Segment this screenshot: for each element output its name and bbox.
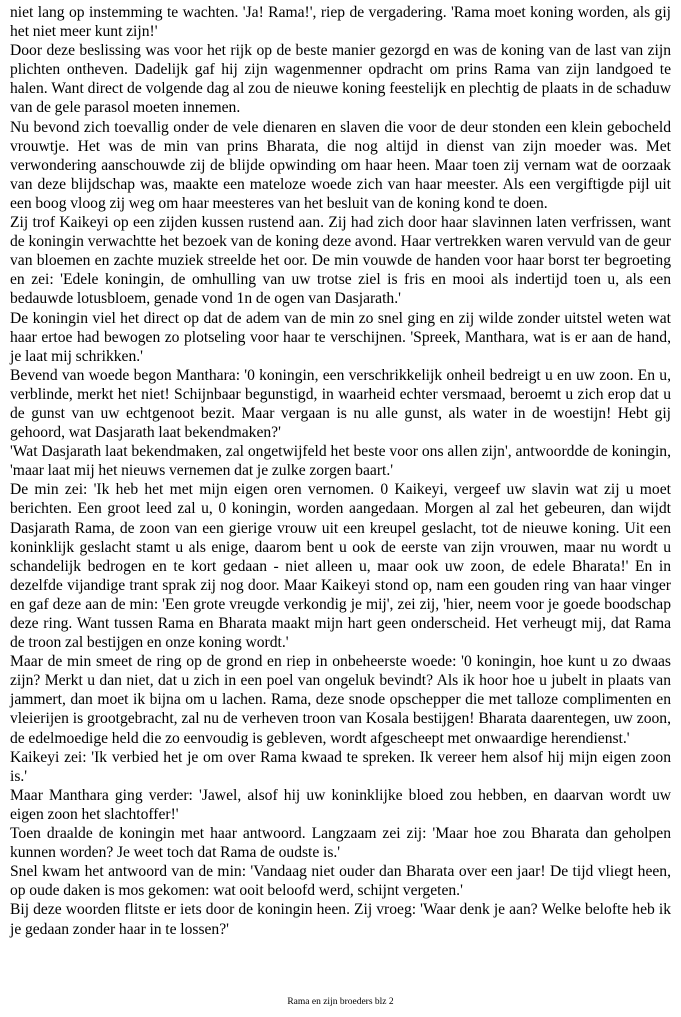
- paragraph: De koningin viel het direct op dat de adem van de min zo snel ging en zij wilde zonder uitstel weten wat haar ertoe had bewogen zo plotseling voor haar te verschijnen. 'Spreek, Manthara, wat is er aan de hand, je laat mij schrikken.': [10, 309, 671, 365]
- paragraph: De min zei: 'Ik heb het met mijn eigen oren vernomen. 0 Kaikeyi, vergeef uw slavin wat zij u moet berichten. Een groot leed zal u, 0 koningin, worden aangedaan. Morgen al zal het gebeuren, dan wijdt Dasjarath Rama, de zoon van een gierige vrouw uit een kreupel geslacht, tot de nieuwe koning. Uit een koninklijk geslacht stamt u als enige, daarom bent u ook de eerste van zijn vrouwen, maar nu wordt u schandelijk bedrogen en te kort gedaan - niet alleen u, maar ook uw zoon, de edele Bharata!' En in dezelfde vijandige trant sprak zij nog door. Maar Kaikeyi stond op, nam een gouden ring van haar vinger en gaf deze aan de min: 'Een grote vreugde verkondig je mij', zei zij, 'hier, neem voor je goede boodschap deze ring. Want tussen Rama en Bharata maakt mijn hart geen onderscheid. Het verheugt mij, dat Rama de troon zal bestijgen en onze koning wordt.': [10, 481, 671, 652]
- paragraph: Snel kwam het antwoord van de min: 'Vandaag niet ouder dan Bharata over een jaar! De tijd vliegt heen, op oude daken is mos gekomen: wat ooit beloofd werd, schijnt vergeten.': [10, 863, 671, 900]
- paragraph: Bij deze woorden flitste er iets door de koningin heen. Zij vroeg: 'Waar denk je aan? Welke belofte heb ik je gedaan zonder haar in te lossen?': [10, 901, 671, 938]
- paragraph: niet lang op instemming te wachten. 'Ja! Rama!', riep de vergadering. 'Rama moet koning worden, als gij het niet meer kunt zijn!': [10, 4, 671, 41]
- paragraph: 'Wat Dasjarath laat bekendmaken, zal ongetwijfeld het beste voor ons allen zijn', antwoordde de koningin, 'maar laat mij het nieuws vernemen dat je zulke zorgen baart.': [10, 443, 671, 480]
- paragraph: Maar Manthara ging verder: 'Jawel, alsof hij uw koninklijke bloed zou hebben, en daarvan wordt uw eigen zoon het slachtoffer!': [10, 786, 671, 823]
- document-body: [10, 3, 671, 939]
- page-footer: Rama en zijn broeders blz 2: [287, 997, 394, 1007]
- paragraph: Maar de min smeet de ring op de grond en riep in onbeheerste woede: '0 koningin, hoe kunt u zo dwaas zijn? Merkt u dan niet, dat u zich in een poel van ongeluk bevindt? Als ik hoor hoe u jubelt in plaats van jammert, dan moet ik bijna om u lachen. Rama, deze snode opschepper die met talloze complimenten en vleierijen is grootgebracht, zal nu de verheven troon van Kosala bestijgen! Bharata daarentegen, uw zoon, de edelmoedige held die zo eenvoudig is gebleven, wordt afgescheept met onwaardige herendienst.': [10, 653, 671, 747]
- paragraph: Toen draalde de koningin met haar antwoord. Langzaam zei zij: 'Maar hoe zou Bharata dan geholpen kunnen worden? Je weet toch dat Rama de oudste is.': [10, 825, 671, 862]
- paragraph: Nu bevond zich toevallig onder de vele dienaren en slaven die voor de deur stonden een klein gebocheld vrouwtje. Het was de min van prins Bharata, die nog altijd in dienst van zijn moeder was. Met verwondering aanschouwde zij de blijde opwinding om haar heen. Maar toen zij vernam wat de oorzaak van deze blijdschap was, maakte een mateloze woede zich van haar meester. Als een vergiftigde pijl uit een boog vloog zij weg om haar meesteres van het besluit van de koning kond te doen.: [10, 118, 671, 212]
- paragraph: Bevend van woede begon Manthara: '0 koningin, een verschrikkelijk onheil bedreigt u en uw zoon. En u, verblinde, merkt het niet! Schijnbaar begunstigd, in waarheid echter versmaad, beroemt u zich erop dat u de gunst van uw echtgenoot bezit. Maar vergaan is nu alle gunst, als water in de woestijn! Hebt gij gehoord, wat Dasjarath laat bekendmaken?': [10, 366, 671, 442]
- paragraph: Door deze beslissing was voor het rijk op de beste manier gezorgd en was de koning van de last van zijn plichten ontheven. Dadelijk gaf hij zijn wagenmenner opdracht om prins Rama van zijn landgoed te halen. Want direct de volgende dag al zou de nieuwe koning feestelijk en plechtig de plaats in de schaduw van de gele parasol moeten innemen.: [10, 42, 671, 117]
- paragraph: Kaikeyi zei: 'Ik verbied het je om over Rama kwaad te spreken. Ik vereer hem alsof hij mijn eigen zoon is.': [10, 748, 671, 785]
- paragraph: Zij trof Kaikeyi op een zijden kussen rustend aan. Zij had zich door haar slavinnen laten verfrissen, want de koningin verwachtte het bezoek van de koning deze avond. Haar vertrekken waren vervuld van de geur van bloemen en zachte muziek streelde het oor. De min vouwde de handen voor haar borst ter begroeting en zei: 'Edele koningin, de omhulling van uw trotse ziel is fris en mooi als indertijd toen u, als een bedauwde lotusbloem, genade vond 1n de ogen van Dasjarath.': [10, 214, 671, 308]
